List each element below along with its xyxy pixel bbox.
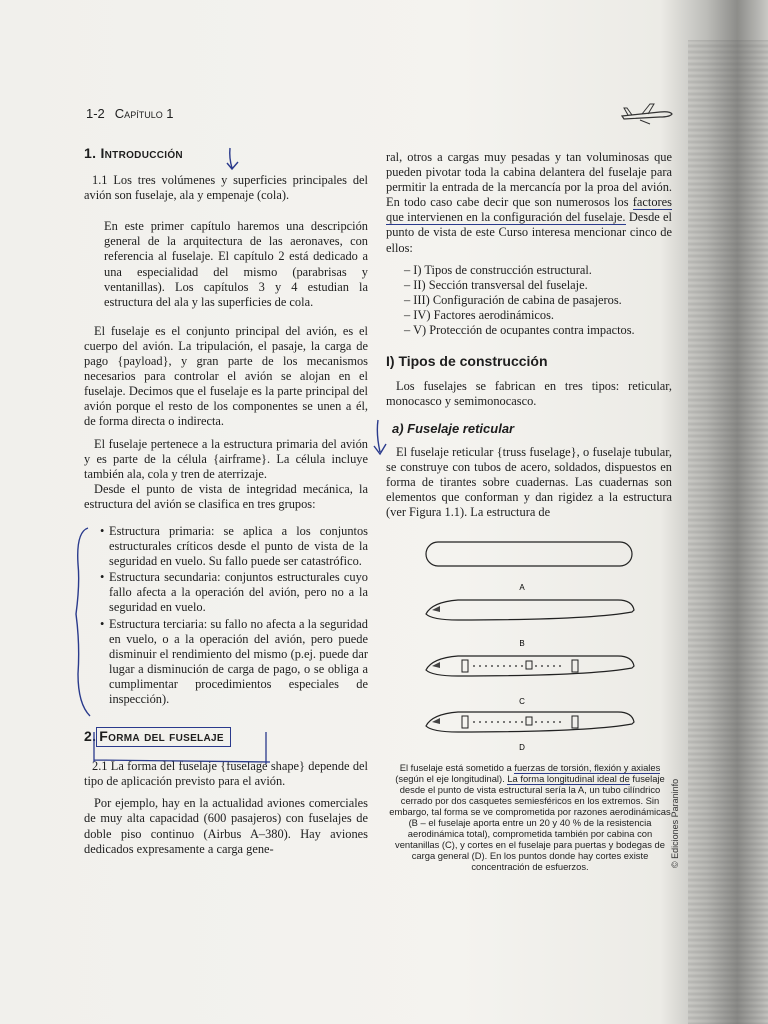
chapter-overview-text: En este primer capítulo haremos una descripción general de la arquitectura de las aeronaves, con referencia al fuselaje. El capítulo 2 está dedicado a una especialidad del mismo (parabrisas y ventanillas). Los capítulos 3 y 4 estudian la estructura del ala y las superficies de cola. [104,219,368,309]
fuselage-shape-a [426,542,632,566]
caption-underline-2: La forma longitudinal ideal de [507,773,630,784]
list-item: – V) Protección de ocupantes contra impactos. [404,323,635,338]
underlined-factors: factores que intervienen en la configuración del fuselaje. [386,195,672,225]
continued-paragraph: ral, otros a cargas muy pesadas y tan voluminosas que pueden pivotar toda la cabina delantera del fuselaje para permitir la entrada de la mercancía por la proa del avión. En todo caso cabe decir que son numerosos los factores que intervienen en la configuración del fuselaje. Desde el punto de vista de este Curso interesa mencionar cinco de ellos: [386,150,673,255]
figure-label-a: A [519,583,525,592]
tipos-paragraph: Los fuselajes se fabrican en tres tipos: reticular, monocasco y semimonocasco. [386,379,672,409]
page-number: 1-2 [86,106,105,121]
list-item: – III) Configuración de cabina de pasajeros. [404,292,622,307]
paragraph-1-1: 1.1 Los tres volúmenes y superficies principales del avión son fuselaje, ala y empenaje (cola). [84,173,368,203]
intro-note [104,219,368,310]
reticular-paragraph: El fuselaje reticular {truss fuselage}, o fuselaje tubular, se construye con tubos de acero, soldados, dispuestos en forma de tirantes sobre cuadernas. Las cuadernas son elementos que conforman y dan rigidez a la estructura (ver Figura 1.1). La estructura de [386,444,672,519]
figure-caption: El fuselaje está sometido a fuerzas de torsión, flexión y axiales (según el eje longitudinal). La forma longitudinal ideal de fuselaje desde el punto de vista estructural sería la A, un tubo cilíndrico cerrado por dos casquetes semiesféricos en los extremos. Sin embargo, tal forma se ve comprometida por razones aerodinámicas (B – el fuselaje aporta entre un 20 y 40 % de la resistencia aerodinámica total), comprometida también por cabina con ventanillas (C), y cortes en el fuselaje para puertas y bodegas de carga general (D). En los puntos donde hay cortes existe concentración de esfuerzos. [389,762,671,872]
right-column [386,150,672,527]
list-item: – II) Sección transversal del fuselaje. [404,277,588,292]
tipos-heading: I) Tipos de construcción [386,353,548,370]
publisher-credit: © Ediciones Paraninfo [670,778,680,868]
fuselage-shape-c [426,656,634,676]
intro-heading: 1. Introducción [84,145,183,161]
list-item-primary: • Estructura primaria: se aplica a los conjuntos estructurales críticos desde el punto de vista de la seguridad en vuelo. Su fallo puede ser catastrófico. [100,524,368,569]
window-row-c [473,665,561,667]
forma-heading-box: Forma del fuselaje [96,727,231,747]
left-column [84,146,368,864]
airplane-logo-icon [620,100,674,126]
forma-number: 2. [84,728,97,745]
page-binding-shadow [688,40,768,1024]
list-item: – I) Tipos de construcción estructural. [404,262,592,277]
fuselage-paragraph-1: El fuselaje es el conjunto principal del avión, es el cuerpo del avión. La tripulación, el pasaje, la carga de pago {payload}, y gran parte de los mecanismos necesarios para controlar el avión se alojan en el fuselaje. Decimos que el fuselaje es la parte principal del avión porque el resto de los componentes se unen a él, de forma directa o indirecta. [84,323,368,429]
figure-label-b: B [519,639,525,648]
fuselage-paragraph-3: Desde el punto de vista de integridad mecánica, la estructura del avión se clasifica en tres grupos: [84,481,368,511]
caption-underline-1: fuerzas de torsión, flexión y axiales [514,762,661,773]
chapter-label: Capítulo 1 [114,106,174,121]
figure-label-d: D [519,743,525,752]
reticular-heading: a) Fuselaje reticular [392,421,515,437]
paragraph-2-2: Por ejemplo, hay en la actualidad aviones comerciales de muy alta capacidad (600 pasajeros) con fuselajes de doble piso continuo (Airbus A–380). Hay aviones dedicados expresamente a carga gene- [84,796,368,856]
figure-1-1 [418,536,648,756]
fuselage-paragraph-2: El fuselaje pertenece a la estructura primaria del avión y es parte de la célula {airframe}. La célula incluye también ala, cola y tren de aterrizaje. [84,436,368,481]
paragraph-2-1: 2.1 La forma del fuselaje {fuselage shape} depende del tipo de aplicación previsto para el avión. [84,759,368,789]
forma-heading [84,727,368,747]
fuselage-shape-d [426,712,634,732]
fuselage-shape-b [426,600,634,620]
list-item-secondary: • Estructura secundaria: conjuntos estructurales cuyo fallo afecta a la operación del avión, pero no a la seguridad en vuelo. [100,570,368,615]
figure-label-c: C [519,697,525,706]
structure-groups-list [84,524,368,707]
list-item-tertiary: • Estructura terciaria: su fallo no afecta a la seguridad en vuelo, o a la operación del avión, pero puede disminuir el rendimiento del mismo (p.ej. puede dar lugar a disminución de carga de pago, o se obliga a cumplimentar procedimientos especiales de inspección). [100,617,368,708]
list-item: – IV) Factores aerodinámicos. [404,307,555,322]
running-header [86,106,174,121]
window-row-d [473,721,561,723]
factors-list [404,263,672,338]
